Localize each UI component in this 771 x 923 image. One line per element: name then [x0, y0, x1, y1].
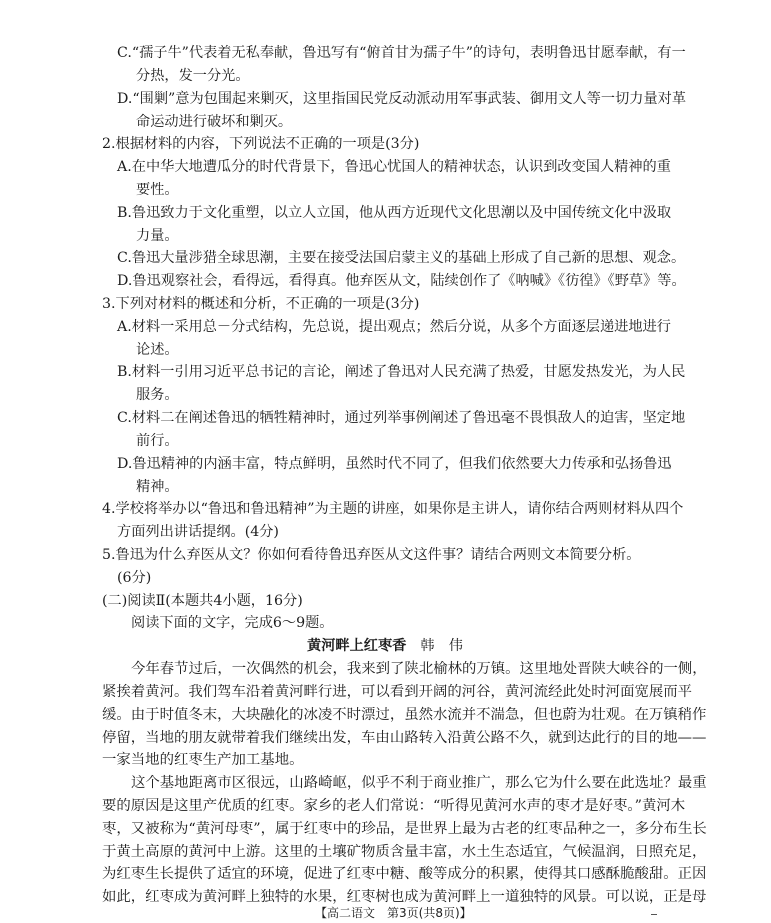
question-4-line2: 方面列出讲话提纲。(4分) — [117, 524, 279, 540]
article-title: 黄河畔上红枣香 — [307, 638, 407, 654]
q3-option-c-line2: 前行。 — [136, 433, 179, 449]
article-line: 停留，当地的朋友就带着我们继续出发，车由山路转入沿黄公路不久，就到达此行的目的地—— — [102, 730, 707, 746]
article-line: 紧挨着黄河。我们驾车沿着黄河畔行进，可以看到开阔的河谷，黄河流经此处时河面宽展而平 — [102, 684, 693, 700]
article-author: 韩 伟 — [420, 638, 463, 654]
page-footer: 【高二语文 第3页(共8页)】 — [315, 906, 472, 920]
q2-option-c: C.鲁迅大量涉猎全球思潮，主要在接受法国启蒙主义的基础上形成了自己新的思想、观念。 — [117, 250, 686, 266]
article-line: 一家当地的红枣生产加工基地。 — [102, 752, 304, 768]
q3-option-c-line1: C.材料二在阐述鲁迅的牺牲精神时，通过列举事例阐述了鲁迅毫不畏惧敌人的迫害，坚定地 — [117, 410, 686, 426]
q3-option-b-line2: 服务。 — [136, 387, 179, 403]
article-line: 这个基地距离市区很远，山路崎岖，似乎不利于商业推广，那么它为什么要在此选址？最重 — [131, 775, 707, 791]
question-2-stem: 2.根据材料的内容，下列说法不正确的一项是(3分) — [102, 136, 420, 152]
q3-option-a-line2: 论述。 — [136, 342, 179, 358]
q2-option-d: D.鲁迅观察社会，看得远，看得真。他弃医从文，陆续创作了《呐喊》《彷徨》《野草》等。 — [117, 273, 686, 289]
article-title-line — [307, 636, 463, 656]
q2-option-a-line2: 要性。 — [136, 182, 179, 198]
section-instruction: 阅读下面的文字，完成6～9题。 — [131, 615, 334, 631]
q3-option-d-line2: 精神。 — [136, 479, 179, 495]
article-line: 为红枣生长提供了适宜的环境，促进了红枣中糖、酸等成分的积累，使得其口感酥脆酸甜。正因 — [102, 866, 707, 882]
question-5-line2: (6分) — [117, 570, 152, 586]
question-4-line1: 4.学校将举办以“鲁迅和鲁迅精神”为主题的讲座，如果你是主讲人，请你结合两则材料从四个 — [102, 501, 684, 517]
option-1c-line1: C.“孺子牛”代表着无私奉献，鲁迅写有“俯首甘为孺子牛”的诗句，表明鲁迅甘愿奉献，有一 — [117, 45, 686, 61]
q2-option-b-line1: B.鲁迅致力于文化重塑，以立人立国，他从西方近现代文化思潮以及中国传统文化中汲取 — [117, 205, 672, 221]
article-line: 缓。由于时值冬末，大块融化的冰凌不时漂过，虽然水流并不湍急，但也蔚为壮观。在万镇稍作 — [102, 707, 707, 723]
option-1d-line2: 命运动进行破坏和剿灭。 — [136, 114, 293, 130]
article-line: 今年春节过后，一次偶然的机会，我来到了陕北榆林的万镇。这里地处晋陕大峡谷的一侧， — [131, 661, 707, 677]
article-line: 如此，红枣成为黄河畔上独特的水果，红枣树也成为黄河畔上一道独特的风景。可以说，正是母 — [102, 889, 707, 905]
q3-option-a-line1: A.材料一采用总－分式结构，先总说，提出观点；然后分说，从多个方面逐层递进地进行 — [117, 319, 671, 335]
article-line: 枣，又被称为“黄河母枣”，属于红枣中的珍品，是世界上最为古老的红枣品种之一，多分布生长 — [102, 821, 707, 837]
q2-option-b-line2: 力量。 — [136, 228, 179, 244]
article-line: 要的原因是这里产优质的红枣。家乡的老人们常说：“听得见黄河水声的枣才是好枣。”黄河木 — [102, 798, 686, 814]
section-heading: (二)阅读Ⅱ(本题共4小题，16分) — [102, 593, 303, 609]
q3-option-d-line1: D.鲁迅精神的内涵丰富，特点鲜明，虽然时代不同了，但我们依然要大力传承和弘扬鲁迅 — [117, 456, 672, 472]
option-1c-line2: 分热，发一分光。 — [136, 68, 250, 84]
question-3-stem: 3.下列对材料的概述和分析，不正确的一项是(3分) — [102, 296, 420, 312]
option-1d-line1: D.“围剿”意为包围起来剿灭，这里指国民党反动派动用军事武装、御用文人等一切力量对革 — [117, 91, 687, 107]
article-line: 于黄土高原的黄河中上游。这里的土壤矿物质含量丰富，水土生态适宜，气候温润，日照充足， — [102, 844, 707, 860]
question-5-line1: 5.鲁迅为什么弃医从文？你如何看待鲁迅弃医从文这件事？请结合两则文本简要分析。 — [102, 547, 641, 563]
q2-option-a-line1: A.在中华大地遭瓜分的时代背景下，鲁迅心忧国人的精神状态，认识到改变国人精神的重 — [117, 159, 671, 175]
q3-option-b-line1: B.材料一引用习近平总书记的言论，阐述了鲁迅对人民充满了热爱，甘愿发热发光，为人民 — [117, 364, 686, 380]
corner-mark — [651, 914, 657, 915]
